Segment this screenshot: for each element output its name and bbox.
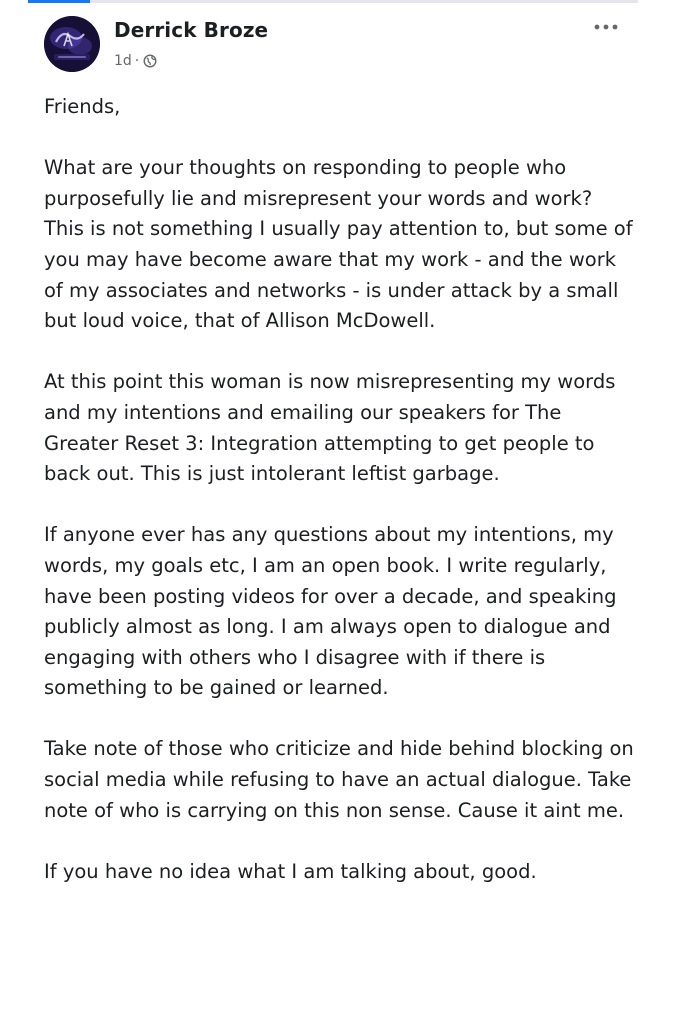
post-meta [114,52,157,70]
post-paragraph: Take note of those who criticize and hide behind blocking on social media while refusing to have an actual dialogue. Take note of who is carrying on this non sense. Cause it aint me. [44,737,634,822]
active-tab-indicator [28,0,90,3]
more-options-icon [594,24,618,30]
post-paragraph: If you have no idea what I am talking about, good. [44,859,537,883]
meta-separator: · [134,53,140,69]
post-paragraph: At this point this woman is now misrepresenting my words and my intentions and emailing our speakers for The Greater Reset 3: Integration attempting to get people to back out. This is just intolerant leftist garbage. [44,370,616,486]
avatar-image [44,16,100,72]
post-timestamp[interactable]: 1d [114,53,132,69]
more-options-button[interactable] [588,18,624,36]
post-paragraph: What are your thoughts on responding to people who purposefully lie and misrepresent your words and work? This is not something I usually pay attention to, but some of you may have become aware that my work - and the work of my associates and networks - is under attack by a small but loud voice, that of Allison McDowell. [44,156,633,333]
author-name[interactable]: Derrick Broze [114,18,269,42]
post-paragraph: If anyone ever has any questions about my intentions, my words, my goals etc, I am an open book. I write regularly, have been posting videos for over a decade, and speaking publicly almost as long. I am always open to dialogue and engaging with others who I disagree with if there is something to be gained or learned. [44,523,617,700]
post-text [44,92,634,887]
post-paragraph: Friends, [44,95,121,118]
top-divider [28,0,638,3]
post-header [44,16,624,74]
globe-icon[interactable] [143,54,157,68]
avatar[interactable] [44,16,100,72]
